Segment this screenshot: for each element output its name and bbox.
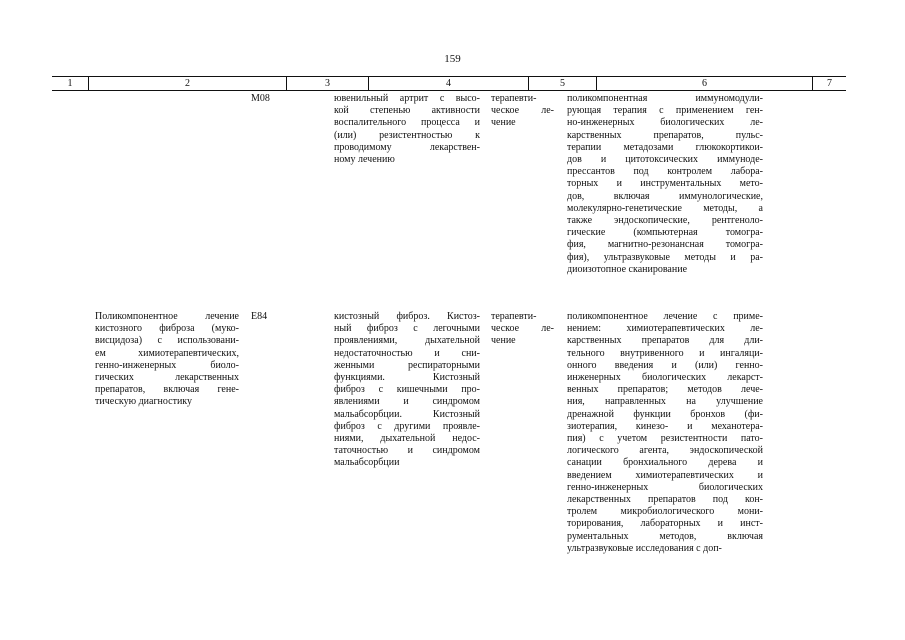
text-line: чение xyxy=(491,117,516,129)
text-line: ческое ле- xyxy=(491,323,554,335)
table-header-row xyxy=(52,76,846,91)
row2-disease xyxy=(334,311,480,470)
text-line: чение xyxy=(491,335,516,347)
header-col-2: 2 xyxy=(88,77,286,90)
header-col-4: 4 xyxy=(368,77,528,90)
text-line: венных препаратов; методов лече- xyxy=(567,384,763,396)
text-line: также эндоскопические, рентгеноло- xyxy=(567,215,763,227)
row1-treatment-type xyxy=(491,93,554,130)
text-line: фиброз с кишечными про- xyxy=(334,384,480,396)
text-line: гических лекарственных xyxy=(95,372,239,384)
text-line: нением: химиотерапевтических ле- xyxy=(567,323,763,335)
text-line: функциями. Кистозный xyxy=(334,372,480,384)
text-line: дренажной функции бронхов (фи- xyxy=(567,408,763,420)
text-line: молекулярно-генетические методы, а xyxy=(567,202,763,214)
text-line: кистозного фиброза (муко- xyxy=(95,323,239,335)
text-line: фия, магнитно-резонансная томогра- xyxy=(567,239,763,251)
header-col-1: 1 xyxy=(67,78,73,89)
row1-disease xyxy=(334,93,480,166)
row2-code: E84 xyxy=(251,311,268,322)
text-line: воспалительного процесса и xyxy=(334,117,480,129)
text-line: ультразвуковые исследования с доп- xyxy=(567,542,722,554)
row2-treatment-type xyxy=(491,311,554,348)
text-line: терапевти- xyxy=(491,311,537,322)
text-line: карственных препаратов для дли- xyxy=(567,335,763,347)
text-line: фия), ультразвуковые методы и ра- xyxy=(567,251,763,263)
text-line: таточностью и синдромом xyxy=(334,445,480,457)
header-col-7: 7 xyxy=(812,77,846,90)
text-line: тельного внутривенного и ингаляци- xyxy=(567,347,763,359)
row2-treatment-method xyxy=(567,311,763,555)
text-line: зиотерапия, кинезо- и механотера- xyxy=(567,420,763,432)
text-line: женными респираторными xyxy=(334,359,480,371)
text-line: (или) резистентностью к xyxy=(334,129,480,141)
text-line: тролем микробиологического мони- xyxy=(567,506,763,518)
text-line: торных и инструментальных мето- xyxy=(567,178,763,190)
text-line: санации бронхиального дерева и xyxy=(567,457,763,469)
text-line: Поликомпонентное лечение xyxy=(95,311,239,322)
text-line: ния, направленных на улучшение xyxy=(567,396,763,408)
text-line: терапевти- xyxy=(491,93,537,104)
text-line: гические (компьютерная томогра- xyxy=(567,227,763,239)
text-line: ческое ле- xyxy=(491,105,554,117)
text-line: но-инженерных биологических ле- xyxy=(567,117,763,129)
text-line: явлениями и синдромом xyxy=(334,396,480,408)
text-line: проявлениями, дыхательной xyxy=(334,335,480,347)
row1-treatment-method xyxy=(567,93,763,276)
text-line: прессантов под контролем лабора- xyxy=(567,166,763,178)
text-line: поликомпонентное лечение с приме- xyxy=(567,311,763,322)
header-col-6: 6 xyxy=(596,77,812,90)
text-line: пия) с учетом резистентности пато- xyxy=(567,433,763,445)
header-col-5: 5 xyxy=(528,77,596,90)
text-line: тическую диагностику xyxy=(95,396,193,408)
text-line: дов, включая иммунологические, xyxy=(567,190,763,202)
text-line: ный фиброз с легочными xyxy=(334,323,480,335)
text-line: генно-инженерных биологических xyxy=(567,481,763,493)
text-line: дов и цитотоксических иммуноде- xyxy=(567,154,763,166)
text-line: ниями, дыхательной недос- xyxy=(334,433,480,445)
text-line: введением химиотерапевтических и xyxy=(567,469,763,481)
text-line: онного введения и (или) генно- xyxy=(567,359,763,371)
text-line: торирования, лабораторных и инст- xyxy=(567,518,763,530)
text-line: инженерных биологических лекарст- xyxy=(567,372,763,384)
text-line: фиброз с другими проявле- xyxy=(334,420,480,432)
text-line: карственных препаратов, пульс- xyxy=(567,129,763,141)
text-line: ному лечению xyxy=(334,154,395,166)
text-line: лекарственных препаратов под кон- xyxy=(567,494,763,506)
row2-care-type xyxy=(95,311,239,409)
text-line: диоизотопное сканирование xyxy=(567,263,688,275)
text-line: кистозный фиброз. Кистоз- xyxy=(334,311,480,322)
text-line: рующая терапия с применением ген- xyxy=(567,105,763,117)
text-line: препаратов, включая гене- xyxy=(95,384,239,396)
text-line: ем химиотерапевтических, xyxy=(95,347,239,359)
text-line: недостаточностью и сни- xyxy=(334,347,480,359)
row1-code: M08 xyxy=(251,93,270,104)
text-line: логического агента, эндоскопической xyxy=(567,445,763,457)
page-number: 159 xyxy=(444,53,461,65)
text-line: кой степенью активности xyxy=(334,105,480,117)
text-line: терапии метадозами глюкокортикои- xyxy=(567,141,763,153)
text-line: мальабсорбции xyxy=(334,457,400,469)
text-line: проводимому лекарствен- xyxy=(334,141,480,153)
text-line: поликомпонентная иммуномодули- xyxy=(567,93,763,104)
text-line: генно-инженерных биоло- xyxy=(95,359,239,371)
text-line: мальабсорбции. Кистозный xyxy=(334,408,480,420)
text-line: ювенильный артрит с высо- xyxy=(334,93,480,104)
text-line: висцидоза) с использовани- xyxy=(95,335,239,347)
text-line: рументальных методов, включая xyxy=(567,530,763,542)
header-col-3: 3 xyxy=(286,77,368,90)
